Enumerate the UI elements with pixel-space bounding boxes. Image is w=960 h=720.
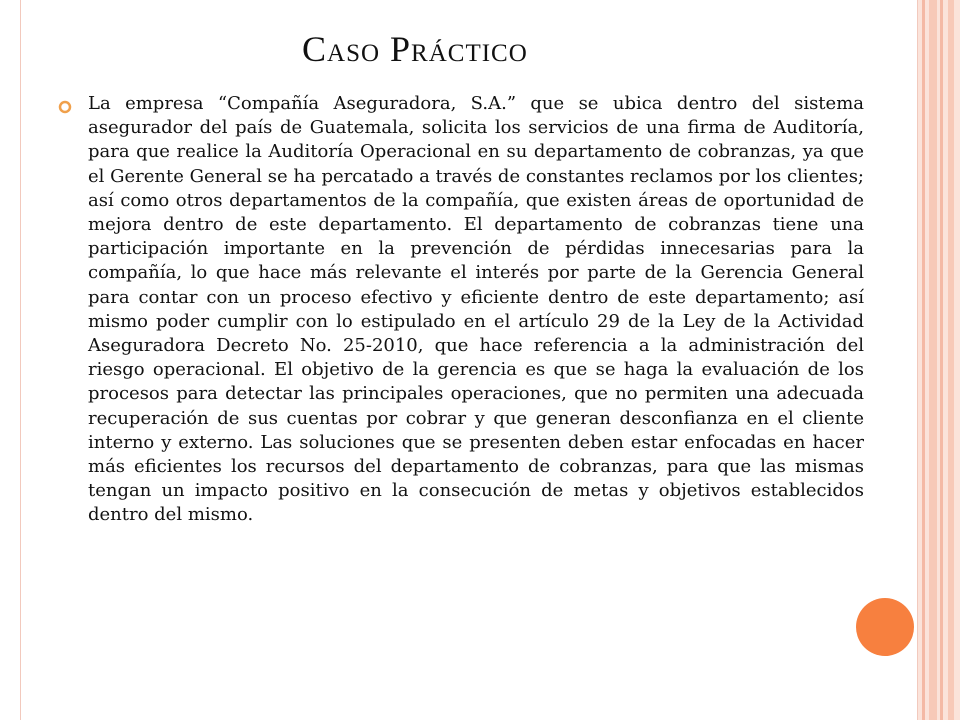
bullet-item bbox=[58, 92, 864, 528]
decorative-stripes bbox=[918, 0, 960, 720]
slide-title: Caso Práctico bbox=[302, 29, 528, 69]
circle-bullet-icon bbox=[58, 100, 72, 114]
decorative-orange-circle bbox=[856, 598, 914, 656]
stripe bbox=[929, 0, 937, 720]
stripe bbox=[922, 0, 925, 720]
stripe bbox=[948, 0, 954, 720]
body-paragraph: La empresa “Compañía Aseguradora, S.A.” que se ubica dentro del sistema asegurador del país de Guatemala, solicita los servicios de una firma de Auditoría, para que realice la Auditoría Operacional en su departamento de cobranzas, ya que el Gerente General se ha percatado a través de constantes reclamos por los clientes; así como otros departamentos de la compañía, que existen áreas de oportunidad de mejora dentro de este departamento. El departamento de cobranzas tiene una participación importante en la prevención de pérdidas innecesarias para la compañía, lo que hace más relevante el interés por parte de la Gerencia General para contar con un proceso efectivo y eficiente dentro de este departamento; así mismo poder cumplir con lo estipulado en el artículo 29 de la Ley de la Actividad Aseguradora Decreto No. 25-2010, que hace referencia a la administración del riesgo operacional. El objetivo de la gerencia es que se haga la evaluación de los procesos para detectar las principales operaciones, que no permiten una adecuada recuperación de sus cuentas por cobrar y que generan desconfianza en el cliente interno y externo. Las soluciones que se presenten deben estar enfocadas en hacer más eficientes los recursos del departamento de cobranzas, para que las mismas tengan un impacto positivo en la consecución de metas y objetivos establecidos dentro del mismo. bbox=[88, 93, 864, 526]
stripe bbox=[940, 0, 943, 720]
